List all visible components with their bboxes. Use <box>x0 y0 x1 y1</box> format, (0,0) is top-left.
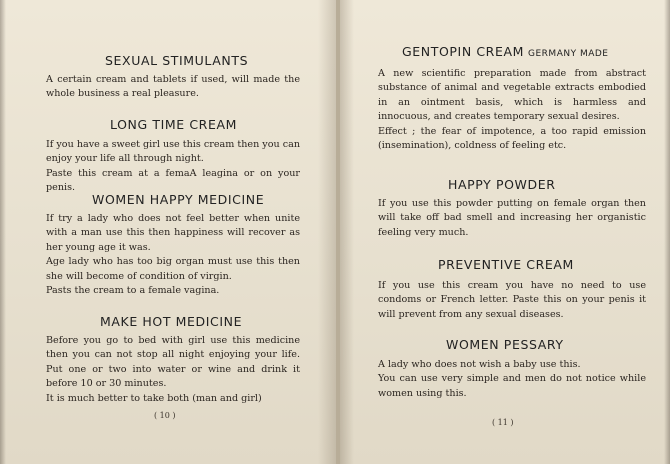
heading-gentopin-cream-title: GENTOPIN CREAM <box>402 44 525 59</box>
section-body-gentopin-cream <box>378 67 646 153</box>
heading-women-happy-medicine: WOMEN HAPPY MEDICINE <box>92 192 265 207</box>
section-body-women-pessary <box>378 358 646 401</box>
heading-gentopin-cream <box>402 44 608 59</box>
section-body-make-hot-medicine <box>46 334 300 406</box>
paragraph: A certain cream and tablets if used, will made the whole business a real pleasure. <box>46 74 300 100</box>
paragraph: A lady who does not wish a baby use this. <box>378 359 581 370</box>
section-body-sexual-stimulants <box>46 73 300 102</box>
paragraph: You can use very simple and men do not notice while women using this. <box>378 373 646 399</box>
heading-preventive-cream: PREVENTIVE CREAM <box>438 257 574 272</box>
heading-long-time-cream: LONG TIME CREAM <box>110 117 237 132</box>
heading-gentopin-cream-origin: GERMANY MADE <box>528 49 609 59</box>
heading-women-pessary: WOMEN PESSARY <box>446 337 564 352</box>
right-page <box>340 0 670 464</box>
page-edge-shadow <box>0 0 6 464</box>
paragraph: Before you go to bed with girl use this medicine then you can not stop all night enjoying your life. Put one or two into water or wine and drink it before 10 or 30 minutes. <box>46 335 300 390</box>
paragraph: If try a lady who does not feel better when unite with a man use this then happiness will recover as her young age it was. <box>46 213 300 253</box>
section-body-long-time-cream <box>46 138 300 196</box>
section-body-preventive-cream <box>378 279 646 322</box>
heading-make-hot-medicine: MAKE HOT MEDICINE <box>100 314 243 329</box>
paragraph: Paste this cream at a femaA leagina or on your penis. <box>46 167 300 194</box>
page-number-right: ( 11 ) <box>492 418 514 427</box>
paragraph: If you have a sweet girl use this cream then you can enjoy your life all through night. <box>46 139 300 165</box>
section-body-happy-powder <box>378 197 646 240</box>
paragraph: If you use this cream you have no need to use condoms or French letter. Paste this on your penis it will prevent from any sexual diseases. <box>378 280 646 320</box>
paragraph: Effect ; the fear of impotence, a too rapid emission (insemination), coldness of feeling etc. <box>378 125 646 152</box>
heading-sexual-stimulants: SEXUAL STIMULANTS <box>105 53 249 68</box>
page-edge-shadow <box>664 0 670 464</box>
page-number-left: ( 10 ) <box>154 411 176 420</box>
section-body-women-happy-medicine <box>46 212 300 298</box>
paragraph: It is much better to take both (man and girl) <box>46 392 262 404</box>
paragraph: Pasts the cream to a female vagina. <box>46 285 220 297</box>
paragraph: Age lady who has too big organ must use this then she will become of condition of virgin. <box>46 256 300 282</box>
paragraph: A new scientific preparation made from abstract substance of animal and vegetable extracts embodied in an ointment basis, which is harmless and innocuous, and creates temporary sexual desires. <box>378 68 646 123</box>
paragraph: If you use this powder putting on female organ then will take off bad smell and increasing her organistic feeling very much. <box>378 198 646 238</box>
heading-happy-powder: HAPPY POWDER <box>448 177 556 192</box>
